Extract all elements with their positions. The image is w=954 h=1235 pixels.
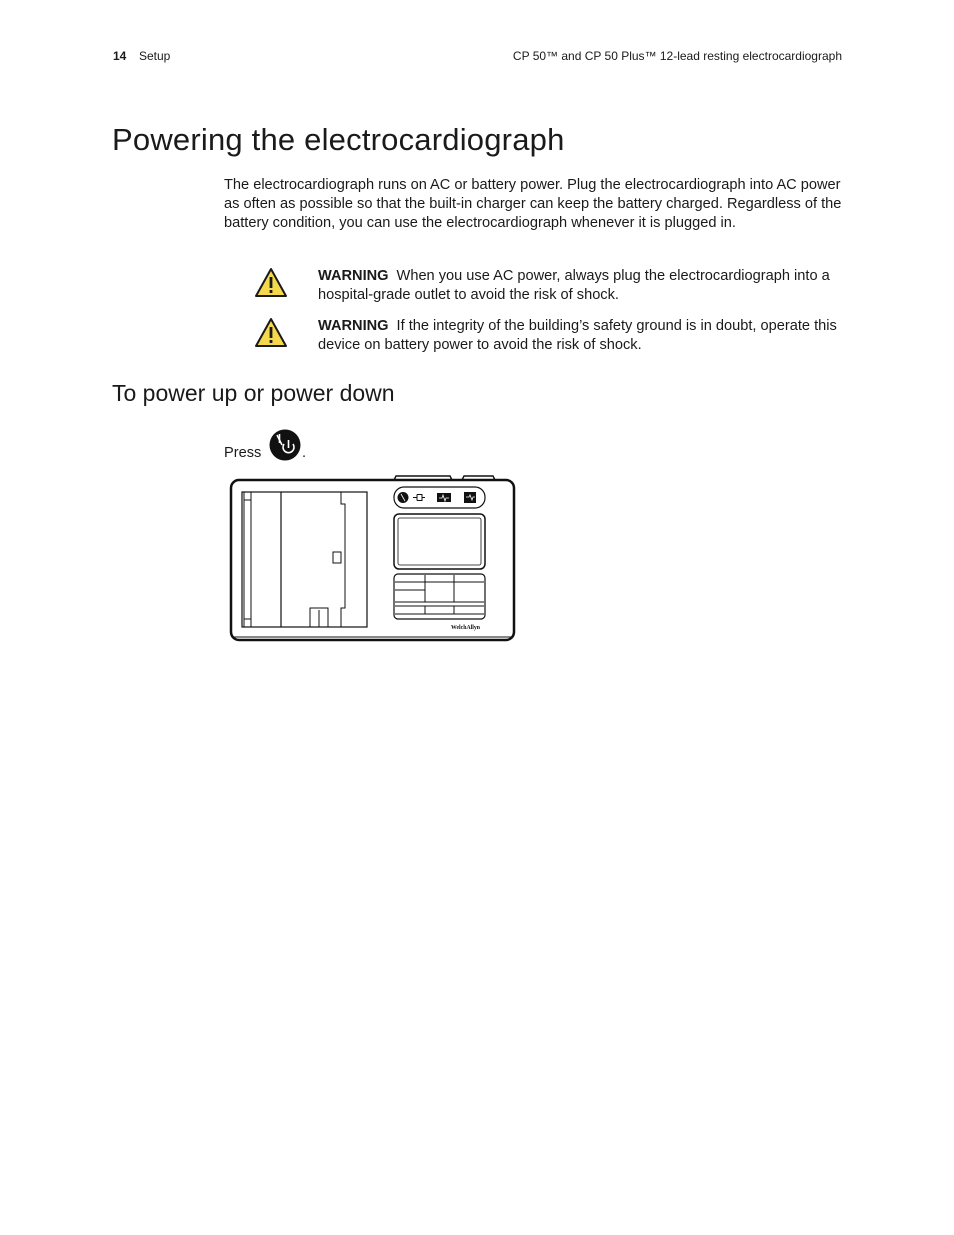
- electrocardiograph-illustration: [229, 474, 516, 644]
- subsection-title: To power up or power down: [112, 380, 395, 406]
- warning-body: If the integrity of the building’s safety ground is in doubt, operate this device on battery power to avoid the risk of shock.: [318, 318, 837, 353]
- warning-label: WARNING: [318, 268, 389, 284]
- section-title: Powering the electrocardiograph: [112, 122, 565, 157]
- running-header: [113, 49, 842, 67]
- warning-triangle-icon: [254, 317, 288, 348]
- press-label: Press: [224, 445, 262, 461]
- brand-logo: WelchAllyn: [451, 625, 480, 631]
- power-button-icon: [269, 429, 301, 461]
- intro-paragraph: The electrocardiograph runs on AC or battery power. Plug the electrocardiograph into AC power as often as possible so that the built-in charger can keep the battery charged. Regardless of the battery condition, you can use the electrocardiograph whenever it is plugged in.: [224, 177, 842, 231]
- running-document-title: CP 50™ and CP 50 Plus™ 12-lead resting electrocardiograph: [512, 49, 842, 63]
- running-section-name: Setup: [139, 49, 171, 63]
- warning-text: [318, 267, 848, 305]
- press-period: .: [302, 445, 307, 461]
- warning-body: When you use AC power, always plug the electrocardiograph into a hospital-grade outlet to avoid the risk of shock.: [318, 268, 830, 303]
- warning-text: [318, 317, 848, 355]
- warning-triangle-icon: [254, 267, 288, 298]
- warning-label: WARNING: [318, 318, 389, 334]
- page-number: 14: [113, 49, 127, 63]
